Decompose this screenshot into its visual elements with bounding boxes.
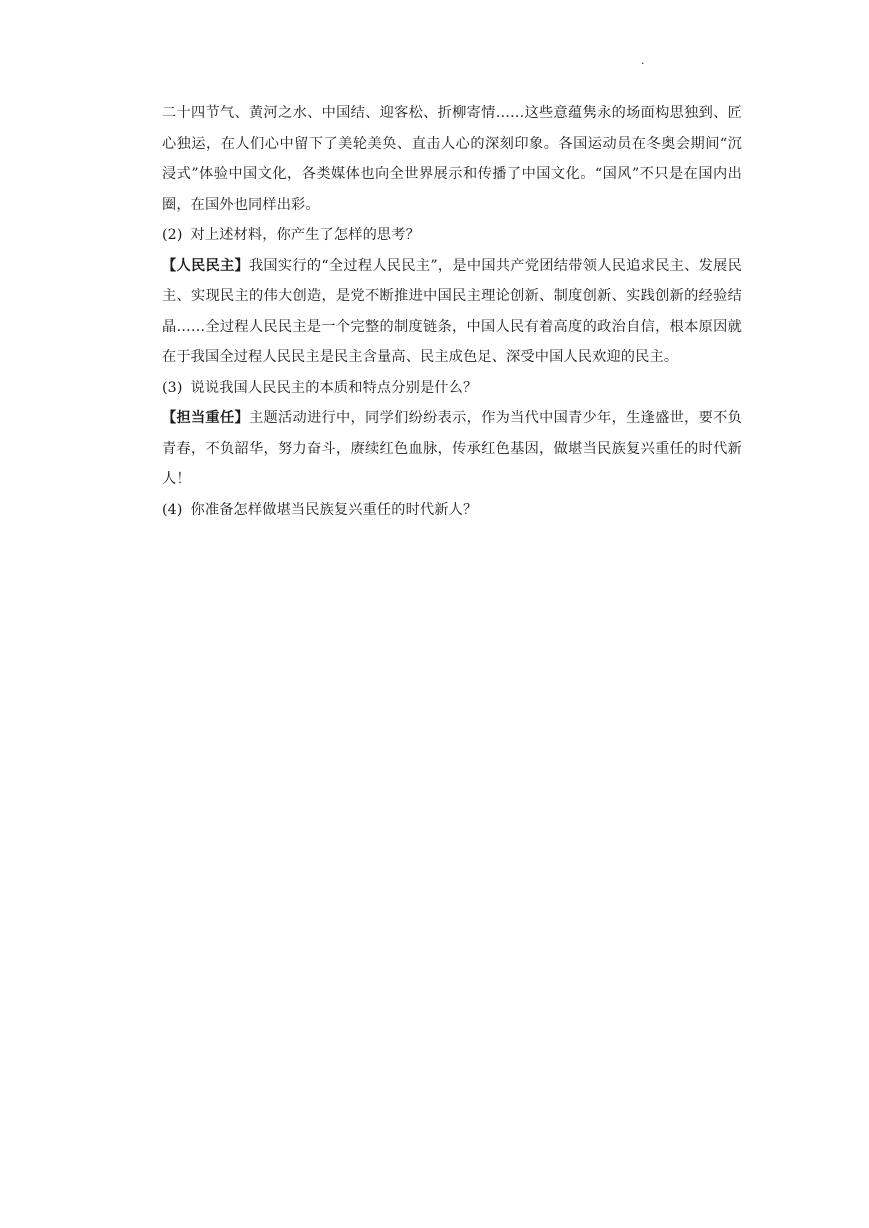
responsibility-tag: 【担当重任】 <box>162 410 250 426</box>
democracy-paragraph <box>162 251 742 373</box>
question-3 <box>162 373 742 404</box>
header-mark: . <box>641 54 645 67</box>
culture-text: 二十四节气、黄河之水、中国结、迎客松、折柳寄情……这些意蕴隽永的场面构思独到、匠心独运，在人们心中留下了美轮美奂、直击人心的深刻印象。各国运动员在冬奥会期间“沉浸式”体验中国文化，各类媒体也向全世界展示和传播了中国文化。“国风”不只是在国内出圈，在国外也同样出彩。 <box>162 105 742 213</box>
question-3-number: (3) <box>162 379 183 396</box>
question-4 <box>162 495 742 526</box>
culture-paragraph <box>162 98 742 220</box>
question-2 <box>162 220 742 251</box>
responsibility-text: 主题活动进行中，同学们纷纷表示，作为当代中国青少年，生逢盛世，要不负青春，不负韶华，努力奋斗，赓续红色血脉，传承红色基因，做堪当民族复兴重任的时代新人！ <box>162 410 742 487</box>
question-4-text: 你准备怎样做堪当民族复兴重任的时代新人？ <box>190 501 478 518</box>
question-2-number: (2) <box>162 227 183 243</box>
democracy-tag: 【人民民主】 <box>162 257 249 274</box>
democracy-text: 我国实行的“全过程人民民主”，是中国共产党团结带领人民追求民主、发展民主、实现民主的伟大创造，是党不断推进中国民主理论创新、制度创新、实践创新的经验结晶……全过程人民民主是一个完整的制度链条，中国人民有着高度的政治自信，根本原因就在于我国全过程人民民主是民主含量高、民主成色足、深受中国人民欢迎的民主。 <box>162 257 742 365</box>
question-3-text: 说说我国人民民主的本质和特点分别是什么？ <box>190 379 478 396</box>
document-body <box>162 98 742 525</box>
responsibility-paragraph <box>162 403 742 495</box>
question-4-number: (4) <box>162 501 183 518</box>
question-2-text: 对上述材料，你产生了怎样的思考？ <box>190 227 420 243</box>
